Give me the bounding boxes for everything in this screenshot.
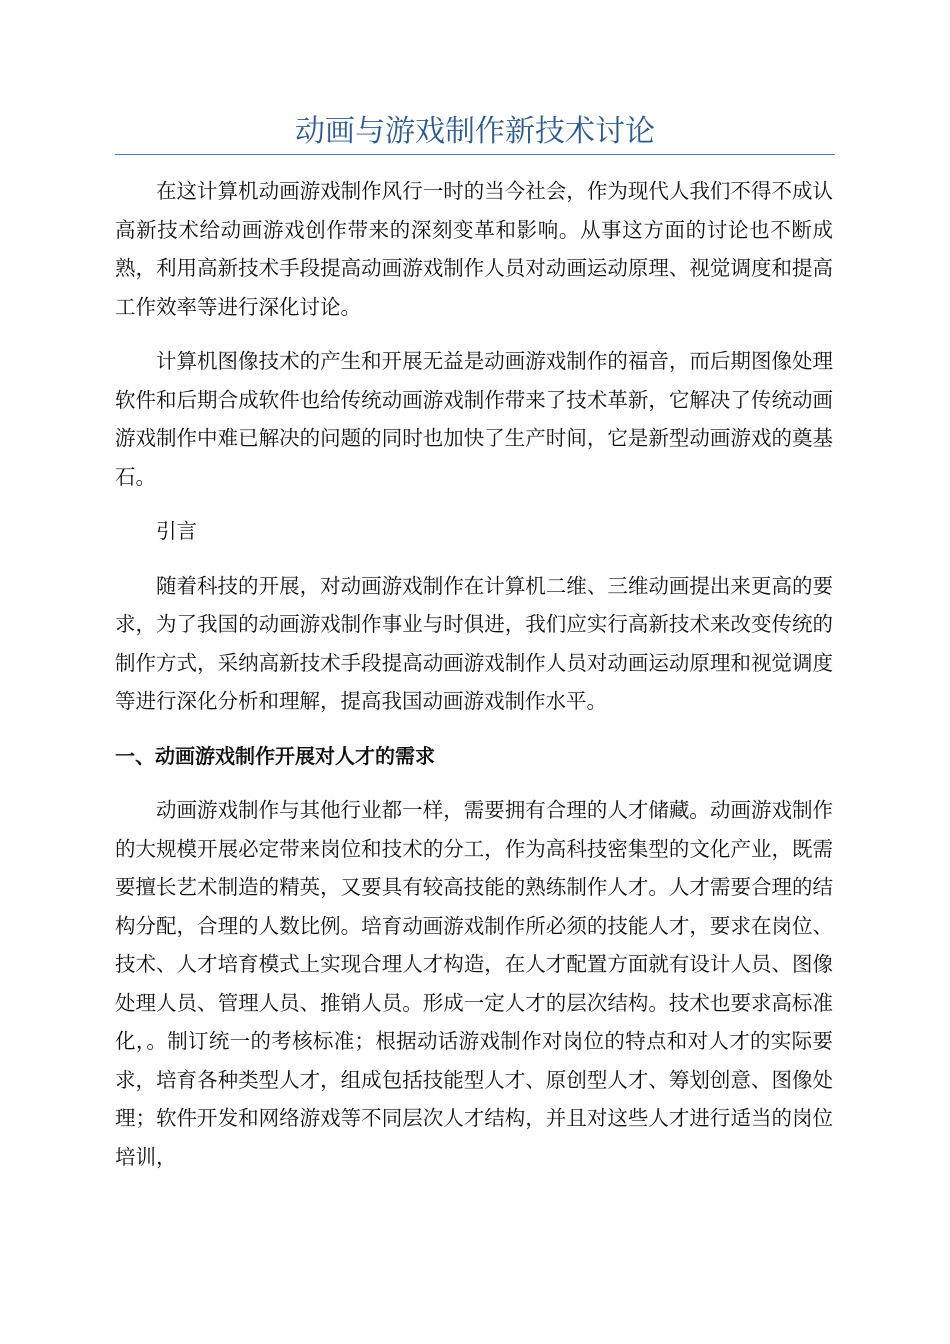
section-1-heading: 一、动画游戏制作开展对人才的需求 (115, 743, 435, 768)
paragraph-foreword-label: 引言 (156, 519, 197, 543)
title-underline (115, 154, 835, 155)
section-1-paragraph: 动画游戏制作与其他行业都一样，需要拥有合理的人才储藏。动画游戏制作的大规模开展必定带来岗位和技术的分工，作为高科技密集型的文化产业，既需要擅长艺术制造的精英，又要具有较高技能的熟练制作人才。人才需要合理的结构分配，合理的人数比例。培育动画游戏制作所必须的技能人才，要求在岗位、技术、人才培育模式上实现合理人才构造，在人才配置方面就有设计人员、图像处理人员、管理人员、推销人员。形成一定人才的层次结构。技术也要求高标准化，。制订统一的考核标准；根据动话游戏制作对岗位的特点和对人才的实际要求，培育各种类型人才，组成包括技能型人才、原创型人才、筹划创意、图像处理；软件开发和网络游戏等不同层次人才结构，并且对这些人才进行适当的岗位培训， (115, 798, 833, 1169)
paragraph-intro-2: 计算机图像技术的产生和开展无益是动画游戏制作的福音，而后期图像处理软件和后期合成软件也给传统动画游戏制作带来了技术革新，它解决了传统动画游戏制作中难已解决的问题的同时也加快了生产时间，它是新型动画游戏的奠基石。 (115, 349, 833, 489)
paragraph-foreword: 随着科技的开展，对动画游戏制作在计算机二维、三维动画提出来更高的要求，为了我国的动画游戏制作事业与时俱进，我们应实行高新技术来改变传统的制作方式，采纳高新技术手段提高动画游戏制作人员对动画运动原理和视觉调度等进行深化分析和理解，提高我国动画游戏制作水平。 (115, 573, 833, 713)
document-title: 动画与游戏制作新技术讨论 (295, 114, 655, 149)
document-body (115, 172, 833, 1176)
paragraph-intro-1: 在这计算机动画游戏制作风行一时的当今社会，作为现代人我们不得不成认高新技术给动画游戏创作带来的深刻变革和影响。从事这方面的讨论也不断成熟，利用高新技术手段提高动画游戏制作人员对动画运动原理、视觉调度和提高工作效率等进行深化讨论。 (115, 179, 833, 319)
